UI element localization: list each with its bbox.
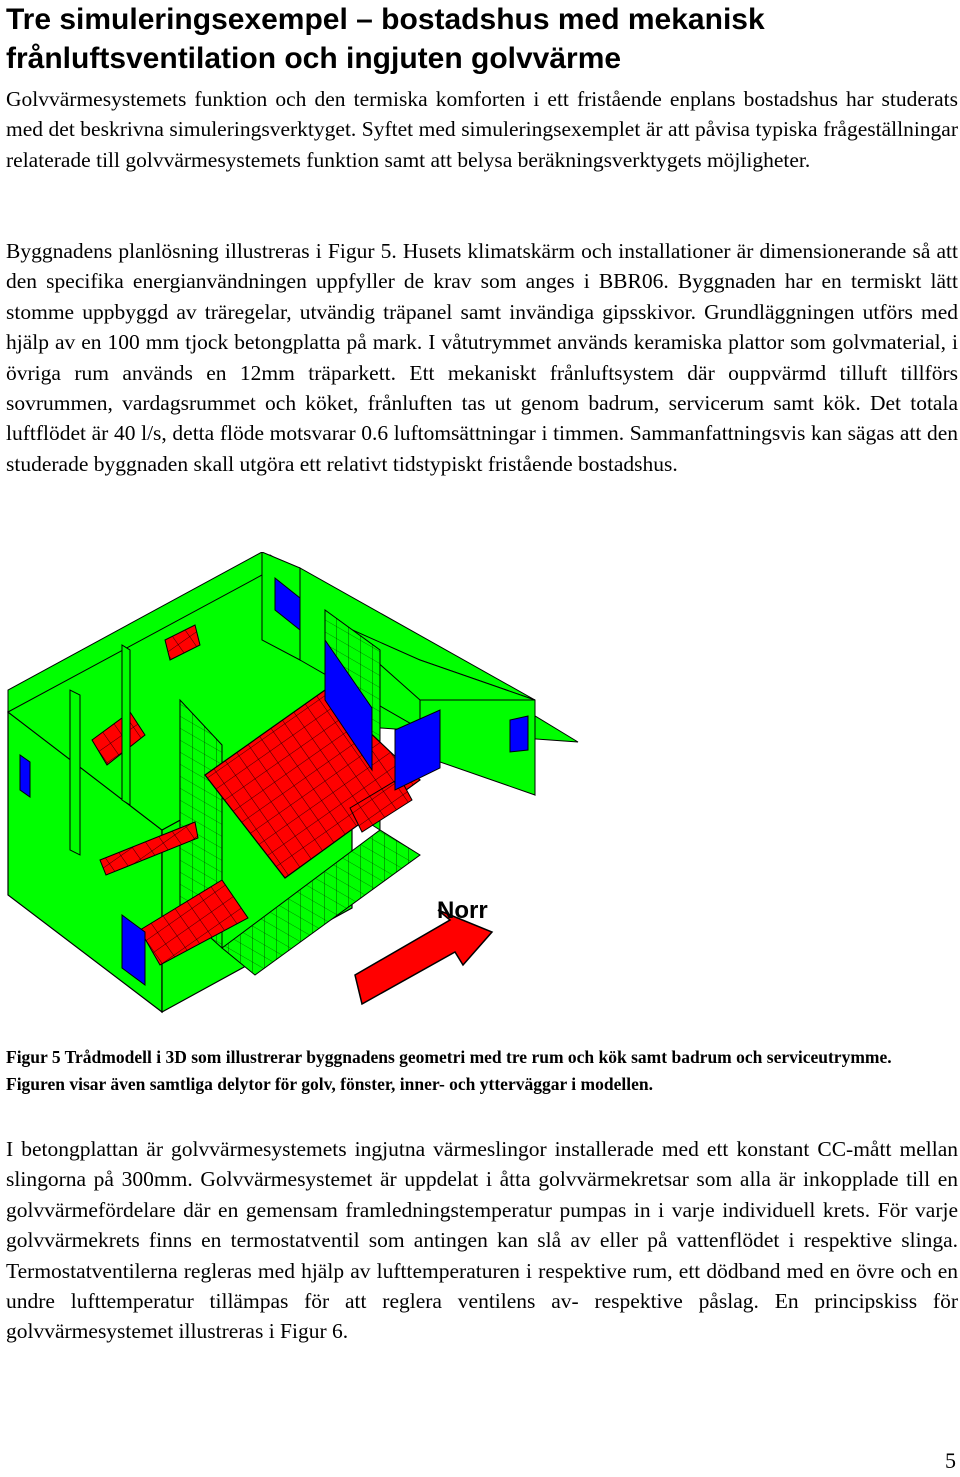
- building-3d-model-figure: [0, 552, 960, 1032]
- heading-line-1: Tre simuleringsexempel – bostadshus med mekanisk: [6, 3, 765, 36]
- paragraph-building-description: Byggnadens planlösning illustreras i Figur 5. Husets klimatskärm och installationer är dimensionerande så att den specifika energianvändningen uppfyller de krav som anges i BBR06. Byggnaden har en termiskt lätt stomme uppbyggd av träregelar, utvändig träpanel samt invändiga gipsskivor. Grundläggningen utförs med hjälp av en 100 mm tjock betongplatta på mark. I våtutrymmet används keramiska plattor som golvmaterial, i övriga rum används en 12mm träparkett. Ett mekaniskt frånluftsystem där ouppvärmd tilluft tillförs sovrummen, vardagsrummet och köket, frånluften tas ut genom badrum, servicerum samt kök. Det totala luftflödet är 40 l/s, detta flöde motsvarar 0.6 luftomsättningar i timmen. Sammanfattningsvis kan sägas att den studerade byggnaden skall utgöra ett relativt tidstypiskt fristående bostadshus.: [6, 239, 958, 476]
- window-west: [20, 755, 30, 797]
- inner-wall-b: [122, 645, 130, 805]
- heading-line-2: frånluftsventilation och ingjuten golvvärme: [6, 42, 622, 75]
- section-heading: [6, 0, 954, 78]
- paragraph-intro: Golvvärmesystemets funktion och den termiska komforten i ett fristående enplans bostadshus har studerats med det beskrivna simuleringsverktyget. Syftet med simuleringsexemplet är att påvisa typiska frågeställningar relaterade till golvvärmesystemets funktion samt att belysa beräkningsverktygets möjligheter.: [6, 87, 958, 172]
- north-label: Norr: [437, 897, 488, 924]
- north-arrow: [355, 910, 492, 1004]
- inner-wall-a: [70, 690, 80, 855]
- paragraph-floor-heating: I betongplattan är golvvärmesystemets ingjutna värmeslingor installerade med ett konstant CC-mått mellan slingorna på 300mm. Golvvärmesystemet är uppdelat i åtta golvvärmekretsar som alla är inkopplade till en golvvärmefördelare där en gemensam framledningstemperatur pumpas in i varje individuell krets. För varje golvvärmekrets finns en termostatventil som antingen kan slå av eller på vattenflödet i respektive slinga. Termostatventilerna regleras med hjälp av lufttemperaturen i respektive rum, ett dödband med en övre och en undre lufttemperatur tillämpas för att reglera ventilens av- respektive påslag. En principskiss för golvvärmesystemet illustreras i Figur 6.: [6, 1137, 958, 1344]
- page-number: 5: [945, 1448, 956, 1473]
- figure-caption: Figur 5 Trådmodell i 3D som illustrerar byggnadens geometri med tre rum och kök samt badrum och serviceutrymme. Figuren visar även samtliga delytor för golv, fönster, inner- och ytterväggar i modellen.: [6, 1047, 892, 1094]
- window-east-end: [510, 716, 528, 752]
